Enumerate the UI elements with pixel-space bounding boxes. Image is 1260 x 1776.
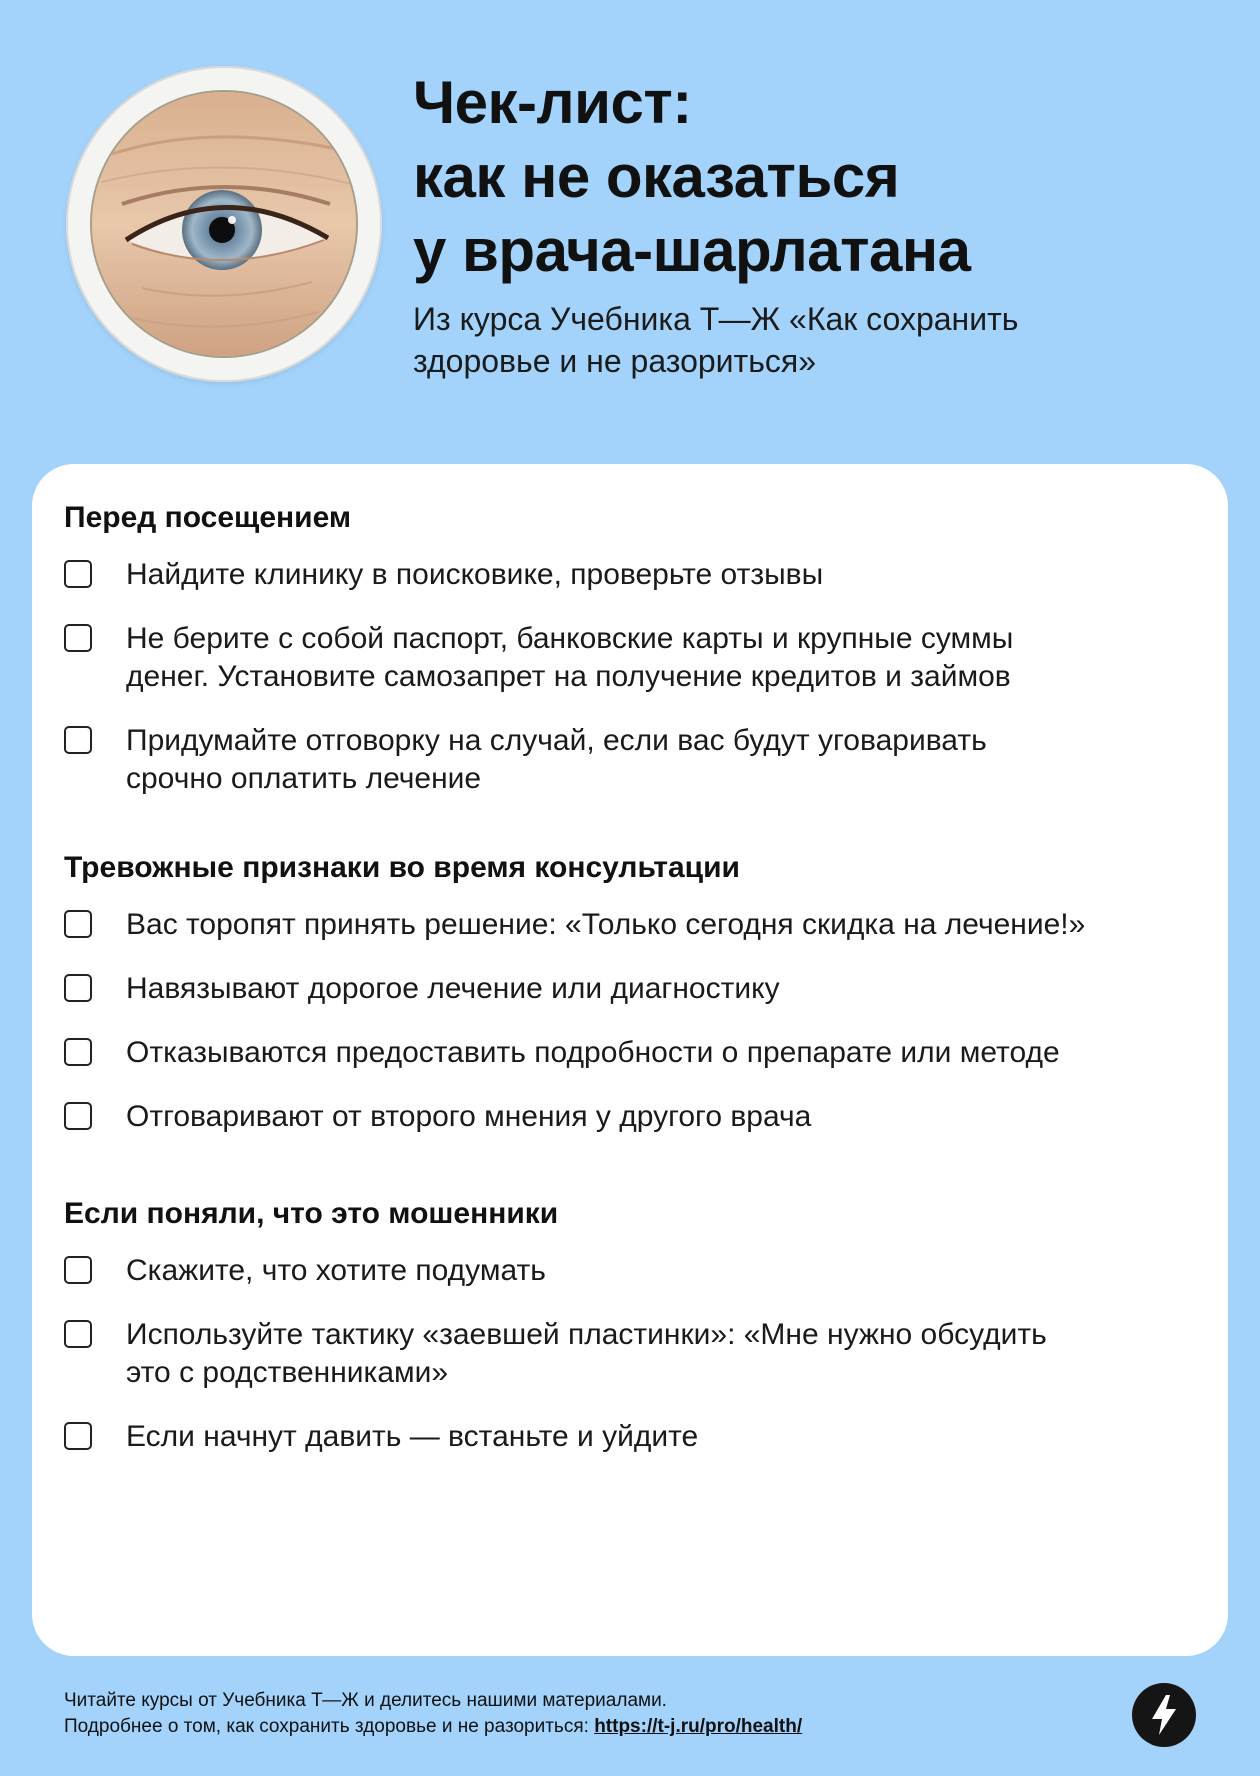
- title-line: у врача-шарлатана: [413, 217, 971, 284]
- checklist-item-text: [126, 1034, 1060, 1072]
- checklist-item-text: [126, 970, 780, 1008]
- page-subtitle: [413, 298, 1193, 382]
- section-before-visit: [64, 500, 1204, 824]
- item-line: Скажите, что хотите подумать: [126, 1254, 546, 1287]
- checklist-item[interactable]: [64, 906, 1204, 944]
- item-line: Навязывают дорогое лечение или диагностику: [126, 972, 780, 1005]
- item-line: Придумайте отговорку на случай, если вас будут уговаривать: [126, 724, 987, 757]
- section-title: Перед посещением: [64, 501, 352, 534]
- checkbox-empty-icon[interactable]: [64, 1320, 92, 1348]
- tj-logo[interactable]: [1132, 1683, 1196, 1747]
- section-warning-signs: [64, 850, 1204, 1162]
- section-title: Тревожные признаки во время консультации: [64, 851, 740, 884]
- checkbox-empty-icon[interactable]: [64, 1102, 92, 1130]
- footer-text: Подробнее о том, как сохранить здоровье и не разориться:: [64, 1716, 595, 1737]
- item-line: Если начнут давить — встаньте и уйдите: [126, 1420, 699, 1453]
- item-line: Вас торопят принять решение: «Только сегодня скидка на лечение!»: [126, 908, 1086, 941]
- checkbox-empty-icon[interactable]: [64, 624, 92, 652]
- section-title: Если поняли, что это мошенники: [64, 1197, 559, 1230]
- checklist-item-text: [126, 722, 987, 798]
- item-line: Отговаривают от второго мнения у другого врача: [126, 1100, 812, 1133]
- checklist-item[interactable]: [64, 1252, 1204, 1290]
- footer-line: Читайте курсы от Учебника Т—Ж и делитесь нашими материалами.: [64, 1690, 667, 1711]
- checkbox-empty-icon[interactable]: [64, 726, 92, 754]
- title-line: Чек-лист:: [413, 69, 692, 136]
- checklist-item[interactable]: [64, 620, 1204, 696]
- checklist-item-text: [126, 1418, 698, 1456]
- checklist-item-text: [126, 906, 1085, 944]
- subtitle-line: здоровье и не разориться»: [413, 343, 816, 379]
- footer: [64, 1688, 1064, 1740]
- checklist-item[interactable]: [64, 1316, 1204, 1392]
- item-line: Не берите с собой паспорт, банковские карты и крупные суммы: [126, 622, 1014, 655]
- footer-line: [64, 1714, 1064, 1740]
- checklist-item[interactable]: [64, 1034, 1204, 1072]
- eye-photo: [92, 92, 356, 356]
- lightning-icon: [1132, 1683, 1196, 1747]
- checkbox-empty-icon[interactable]: [64, 1256, 92, 1284]
- checklist-item[interactable]: [64, 1098, 1204, 1136]
- title-line: как не оказаться: [413, 143, 900, 210]
- subtitle-line: Из курса Учебника Т—Ж «Как сохранить: [413, 301, 1019, 337]
- checklist-item[interactable]: [64, 556, 1204, 594]
- header: [0, 0, 1260, 460]
- checklist-item-text: [126, 620, 1013, 696]
- checklist-card: [32, 464, 1228, 1656]
- checklist-item-text: [126, 1098, 811, 1136]
- checkbox-empty-icon[interactable]: [64, 560, 92, 588]
- checklist-item[interactable]: [64, 1418, 1204, 1456]
- checkbox-empty-icon[interactable]: [64, 1422, 92, 1450]
- checklist-item-text: [126, 556, 823, 594]
- checklist-item-text: [126, 1252, 546, 1290]
- checklist-item[interactable]: [64, 722, 1204, 798]
- footer-link[interactable]: https://t-j.ru/pro/health/: [594, 1716, 803, 1737]
- item-line: срочно оплатить лечение: [126, 762, 482, 795]
- item-line: денег. Установите самозапрет на получение кредитов и займов: [126, 660, 1011, 693]
- item-line: Отказываются предоставить подробности о препарате или методе: [126, 1036, 1060, 1069]
- checkbox-empty-icon[interactable]: [64, 910, 92, 938]
- checklist-item[interactable]: [64, 970, 1204, 1008]
- page-title: [413, 66, 1213, 288]
- eye-photo-frame: [66, 66, 382, 382]
- checkbox-empty-icon[interactable]: [64, 974, 92, 1002]
- section-if-fraud: [64, 1196, 1204, 1482]
- eye-icon: [92, 92, 356, 356]
- checkbox-empty-icon[interactable]: [64, 1038, 92, 1066]
- item-line: это с родственниками»: [126, 1356, 449, 1389]
- checklist-item-text: [126, 1316, 1047, 1392]
- item-line: Используйте тактику «заевшей пластинки»: «Мне нужно обсудить: [126, 1318, 1047, 1351]
- item-line: Найдите клинику в поисковике, проверьте отзывы: [126, 558, 824, 591]
